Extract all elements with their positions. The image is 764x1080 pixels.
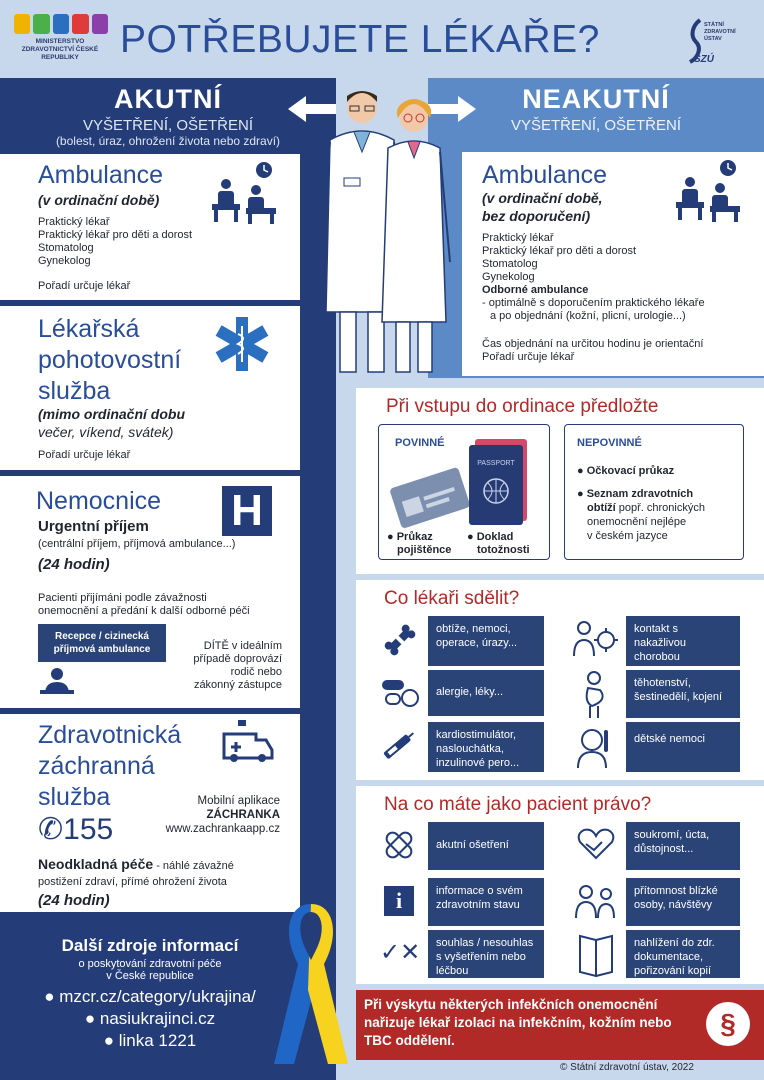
tell-item: kardiostimulátor, naslouchátka, inzulinové pero... — [428, 722, 544, 772]
more-info-links — [0, 986, 300, 1052]
receptionist-icon — [40, 666, 74, 696]
footer-copyright: © Státní zdravotní ústav, 2022 — [560, 1062, 694, 1073]
ukraine-ribbon-icon — [268, 894, 354, 1070]
nonacute-time-note — [482, 338, 703, 364]
label-line: pojištěnce — [397, 544, 452, 556]
emergency-order: Pořadí určuje lékař — [38, 449, 131, 461]
acute-ambulance-order: Pořadí určuje lékař — [38, 280, 131, 292]
emergency-title-line: služba — [38, 377, 111, 405]
app-label: Mobilní aplikace — [197, 795, 280, 807]
bandage-icon — [382, 828, 416, 862]
documents-title: Při vstupu do ordinace předložte — [386, 396, 659, 417]
health-list-item: ● Seznam zdravotních obtíží popř. chronických onemocnění nejlépe v českém jazyce — [577, 488, 705, 542]
hospital-patients-note — [38, 592, 250, 618]
pills-icon — [380, 678, 420, 708]
star-of-life-icon — [214, 316, 270, 372]
order-note: Pořadí určuje lékař — [482, 351, 575, 363]
nonacute-ambulance-sub1: (v ordinační době, — [482, 190, 603, 206]
more-info-sub: o poskytování zdravotní péče — [78, 958, 222, 970]
urgent-care-note — [38, 856, 288, 890]
time-note: Čas objednání na určitou hodinu je orientační — [482, 338, 704, 350]
hospital-h-icon: H — [222, 486, 272, 536]
vaccination-item: ● Očkovací průkaz — [577, 465, 675, 477]
svg-text:SZÚ: SZÚ — [694, 54, 714, 64]
visitors-icon — [574, 882, 618, 922]
urgent-admission-label: Urgentní příjem — [38, 518, 149, 535]
list-item: Praktický lékař — [38, 216, 110, 228]
list-item: Praktický lékař pro děti a dorost — [38, 229, 193, 241]
list-item: Praktický lékař pro děti a dorost — [482, 245, 637, 257]
passport-label: PASSPORT — [477, 460, 515, 467]
infection-contact-icon — [572, 616, 620, 662]
acute-subtitle: VYŠETŘENÍ, OŠETŘENÍ — [82, 117, 254, 134]
tell-doctor-section — [356, 580, 764, 780]
emergency-subtitle-1: (mimo ordinační dobu — [38, 406, 185, 422]
urgent-care-rest: - náhlé závažné — [153, 860, 234, 872]
child-note-line: DÍTĚ v ideálním — [203, 640, 282, 652]
child-note-line: zákonný zástupce — [193, 679, 282, 691]
isolation-notice-text: Při výskytu některých infekčních onemocnění nařizuje lékař izolaci na infekčním, kožním nebo TBC oddělení. — [364, 997, 672, 1048]
info-link-text: nasiukrajinci.cz — [99, 1009, 216, 1028]
info-icon: i — [384, 886, 414, 916]
patient-rights-section — [356, 786, 764, 984]
doctors-illustration — [310, 82, 460, 382]
szu-logo — [684, 18, 746, 68]
info-link-text: mzcr.cz/category/ukrajina/ — [59, 987, 256, 1006]
rescue-title-line: služba — [38, 783, 111, 811]
rescue-title-line: záchranná — [38, 752, 155, 780]
urgent-care-line2: postižení zdraví, přímé ohrožení života — [38, 876, 227, 888]
right-item: přítomnost blízké osoby, návštěvy — [626, 878, 740, 926]
nonacute-ambulance-list — [482, 232, 705, 323]
info-link-text: linka 1221 — [118, 1031, 197, 1050]
vaccination-label: Očkovací průkaz — [586, 465, 675, 477]
acute-ambulance-card — [0, 154, 300, 300]
hospital-card — [0, 476, 300, 708]
optional-box — [564, 424, 744, 560]
right-item: souhlas / nesouhlas s vyšetřením nebo léčbou — [428, 930, 544, 978]
emergency-subtitle-2: večer, víkend, svátek) — [38, 424, 174, 440]
special-ambulance-note: a po objednání (kožní, plicní, urologie...) — [490, 310, 686, 322]
right-item: soukromí, úcta, důstojnost... — [626, 822, 740, 870]
list-item: Gynekolog — [38, 255, 91, 267]
label-line: totožnosti — [477, 544, 530, 556]
urgent-admission-detail: (centrální příjem, příjmová ambulance...) — [38, 538, 236, 550]
reception-box: Recepce / cizinecká příjmová ambulance — [38, 624, 166, 662]
hospital-hours: (24 hodin) — [38, 556, 110, 573]
acute-note: (bolest, úraz, ohrožení života nebo zdraví) — [55, 134, 281, 148]
tell-item: alergie, léky... — [428, 670, 544, 716]
documents-section — [356, 388, 764, 574]
waiting-room-icon — [210, 160, 282, 226]
phone-icon: ✆ — [38, 813, 64, 846]
hospital-title: Nemocnice — [36, 487, 162, 515]
rescue-hours: (24 hodin) — [38, 892, 110, 909]
acute-title: AKUTNÍ — [114, 84, 222, 114]
child-note — [170, 640, 282, 692]
health-list-rest: onemocnění nejlépe — [587, 516, 687, 528]
emergency-title-line: pohotovostní — [38, 346, 182, 374]
rescue-app-info — [150, 794, 280, 836]
health-list-rest: popř. chronických — [615, 502, 705, 514]
patient-rights-title: Na co máte jako pacient právo? — [384, 794, 652, 815]
special-ambulance-title: Odborné ambulance — [482, 284, 589, 296]
handshake-heart-icon — [576, 826, 616, 862]
tell-item: dětské nemoci — [626, 722, 740, 772]
acute-ambulance-list — [38, 216, 192, 268]
nonacute-subtitle: VYŠETŘENÍ, OŠETŘENÍ — [510, 117, 682, 134]
rescue-title-line: Zdravotnická — [38, 721, 182, 749]
urgent-care-bold: Neodkladná péče — [38, 856, 154, 872]
list-item: Gynekolog — [482, 271, 535, 283]
documents-icon — [578, 932, 614, 978]
info-link[interactable]: ● nasiukrajinci.cz — [84, 1009, 216, 1028]
nonacute-ambulance-title: Ambulance — [482, 161, 608, 189]
tell-item: těhotenství, šestinedělí, kojení — [626, 670, 740, 718]
consent-check-icon: ✓✕ — [380, 939, 421, 966]
acute-ambulance-subtitle: (v ordinační době) — [38, 192, 160, 208]
app-name: ZÁCHRANKA — [206, 809, 280, 821]
acute-ambulance-title: Ambulance — [38, 161, 164, 189]
more-info-section — [0, 936, 300, 1052]
app-url[interactable]: www.zachrankaapp.cz — [165, 823, 280, 835]
right-item: informace o svém zdravotním stavu — [428, 878, 544, 926]
pregnancy-icon — [578, 670, 614, 720]
page-title: POTŘEBUJETE LÉKAŘE? — [120, 18, 600, 61]
label-line: Doklad — [476, 531, 514, 543]
waiting-room-icon — [674, 158, 746, 224]
more-info-title: Další zdroje informací — [61, 936, 239, 955]
info-link[interactable]: ● mzcr.cz/category/ukrajina/ — [44, 987, 256, 1006]
insurance-card-icon — [387, 459, 471, 529]
id-document-label: ● Doklad totožnosti — [467, 531, 530, 556]
isolation-notice — [356, 990, 764, 1060]
list-item: Stomatolog — [38, 242, 94, 254]
insulin-pen-icon — [378, 726, 418, 766]
nonacute-ambulance-sub2: bez doporučení) — [482, 208, 591, 224]
special-ambulance-note: - optimálně s doporučením praktického lékaře — [482, 297, 705, 309]
mandatory-label: POVINNÉ — [395, 437, 445, 449]
nonacute-title: NEAKUTNÍ — [522, 84, 670, 114]
broken-bone-icon — [382, 622, 418, 658]
acute-banner — [0, 84, 336, 148]
rescue-phone[interactable] — [38, 812, 113, 847]
mandatory-box — [378, 424, 550, 560]
health-list-bold: Seznam zdravotních — [586, 488, 694, 500]
more-info-sub: v České republice — [106, 970, 194, 982]
ministry-logo-text: MINISTERSTVO ZDRAVOTNICTVÍ ČESKÉ REPUBLIKY — [21, 38, 99, 61]
hospital-note-line: Pacienti přijímáni podle závažnosti — [38, 592, 207, 604]
nonacute-banner — [428, 84, 764, 134]
info-link[interactable]: ● linka 1221 — [103, 1031, 197, 1050]
child-illness-icon — [574, 724, 618, 770]
right-item: akutní ošetření — [428, 822, 544, 870]
tell-item: obtíže, nemoci, operace, úrazy... — [428, 616, 544, 666]
list-item: Praktický lékař — [482, 232, 554, 244]
insurance-card-label: ● Průkaz pojištěnce — [387, 531, 452, 556]
child-note-line: případě doprovází — [193, 653, 282, 665]
nonacute-ambulance-card — [462, 152, 764, 376]
list-item: Stomatolog — [482, 258, 538, 270]
rescue-phone-number: 155 — [63, 813, 114, 846]
right-item: nahlížení do zdr. dokumentace, pořizování kopií — [626, 930, 740, 978]
optional-label: NEPOVINNÉ — [577, 437, 642, 449]
child-note-line: rodič nebo — [230, 666, 282, 678]
hospital-note-line: onemocnění a předání k další odborné péči — [38, 605, 250, 617]
tell-doctor-title: Co lékaři sdělit? — [384, 588, 520, 609]
passport-icon — [467, 439, 529, 527]
health-list-bold: obtíží — [587, 502, 616, 514]
label-line: Průkaz — [396, 531, 433, 543]
health-list-rest: v českém jazyce — [587, 530, 668, 542]
tell-item: kontakt s nakažlivou chorobou — [626, 616, 740, 666]
emergency-service-card — [0, 306, 300, 470]
paragraph-law-icon: § — [706, 1002, 750, 1046]
emergency-title-line: Lékařská — [38, 315, 140, 343]
ambulance-vehicle-icon — [222, 720, 274, 764]
rescue-service-card — [0, 714, 300, 912]
szu-logo-text: STÁTNÍ ZDRAVOTNÍ ÚSTAV — [704, 22, 736, 42]
ministry-logo — [12, 14, 108, 66]
emergency-title — [38, 314, 181, 407]
